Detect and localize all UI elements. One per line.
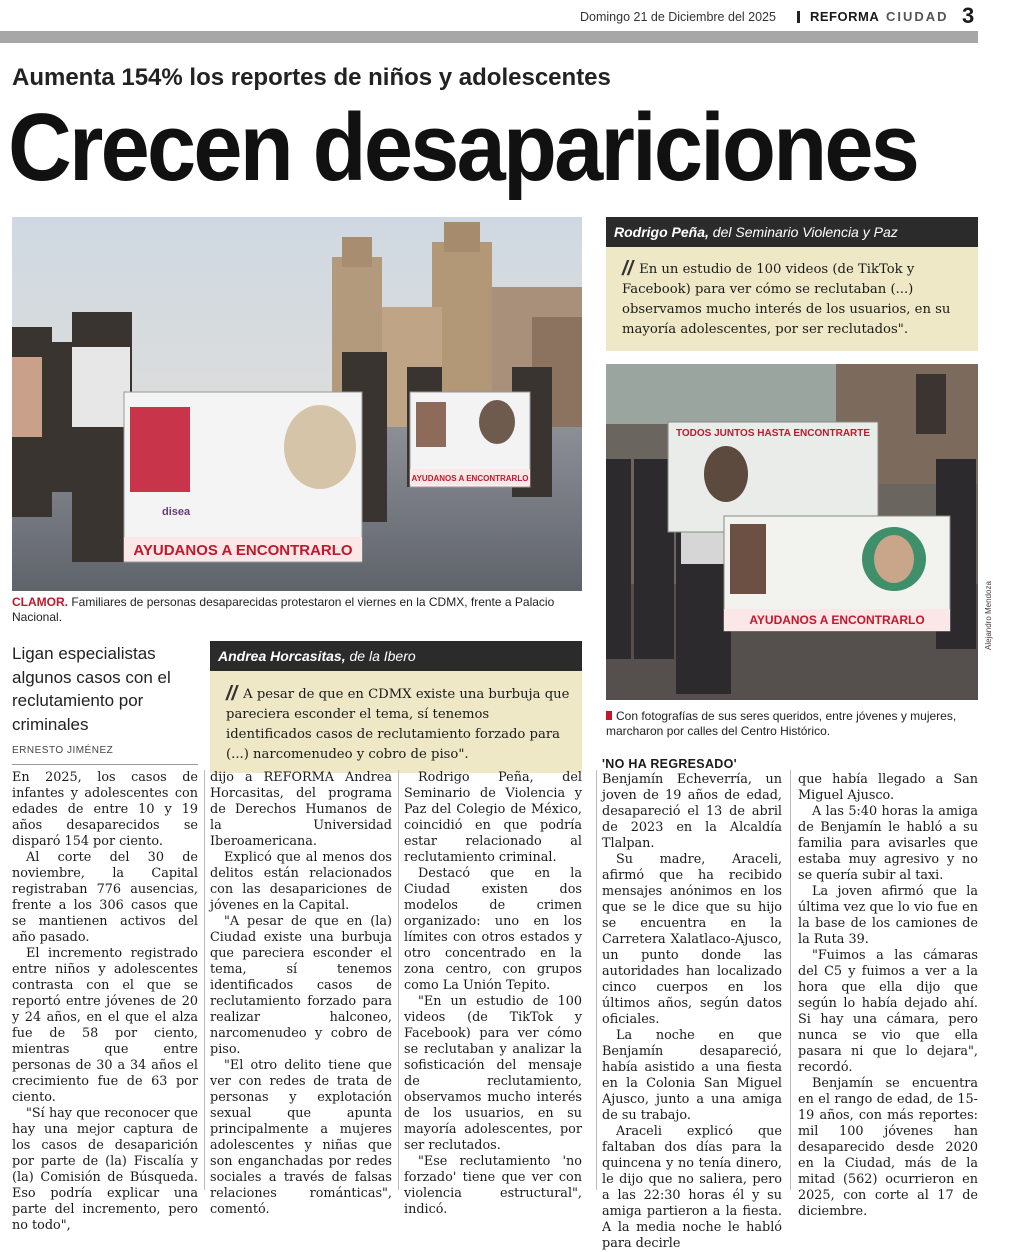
quote-box-horcasitas (210, 641, 582, 773)
page-number: 3 (962, 3, 975, 28)
paragraph: Explicó que al menos dos delitos están relacionados con las desapariciones de jóvenes en la Capital. (210, 850, 392, 913)
caption-text: Familiares de personas desaparecidas protestaron el viernes en la CDMX, frente a Palacio Nacional. (12, 595, 555, 624)
column-divider (790, 770, 791, 1190)
newspaper-brand: REFORMA (810, 9, 880, 24)
paragraph: En 2025, los casos de infantes y adolescentes con edades de entre 10 y 19 años desaparecidos se disparó 154 por ciento. (12, 770, 198, 849)
section-name: CIUDAD (886, 9, 949, 24)
main-photo-caption (12, 595, 582, 625)
quote-mark-icon: // (622, 258, 634, 280)
column-divider (204, 770, 205, 1190)
column-divider (398, 770, 399, 1190)
paragraph: Benjamín se encuentra en el rango de edad, de 15-19 años, con más reportes: mil 100 jóvenes han desaparecido desde 2020 en la Ciudad, más de la mitad (562) ocurrieron en 2025, con corte al 17 de diciembre. (798, 1076, 978, 1219)
body-column-1 (12, 770, 198, 1234)
quote-attribution (210, 641, 582, 671)
byline-rule (12, 764, 198, 765)
quote-name: Rodrigo Peña, (614, 224, 709, 240)
quote-attribution (606, 217, 978, 247)
caption-lead: CLAMOR. (12, 595, 68, 609)
main-banner-brand: disea (162, 506, 191, 518)
paragraph: Su madre, Araceli, afirmó que ha recibido mensajes anónimos en los que se le dice que su hijo se encuentra en la Carretera Xalatlaco-Ajusco, un punto donde las autoridades han localizado cinco cuerpos en los últimos años, según datos oficiales. (602, 852, 782, 1027)
paragraph: dijo a REFORMA Andrea Horcasitas, del programa de Derechos Humanos de la Universidad Iberoamericana. (210, 770, 392, 849)
march-banner-bottom-text: AYUDANOS A ENCONTRARLO (749, 613, 925, 627)
march-banner-top-text: TODOS JUNTOS HASTA ENCONTRARTE (675, 428, 871, 439)
march-photo-caption (606, 709, 978, 739)
paragraph: "En un estudio de 100 videos (de TikTok y Facebook) para ver cómo se reclutaban y analizar la sofisticación del mensaje de reclutamiento, observamos mucho interés de los usuarios, en su mayoría adolescentes, por ser reclutados. (404, 994, 582, 1153)
main-banner-1-text: AYUDANOS A ENCONTRARLO (133, 542, 353, 559)
march-caption-text: Con fotografías de sus seres queridos, entre jóvenes y mujeres, marcharon por calles del Centro Histórico. (606, 709, 957, 738)
caption-marker-icon (606, 711, 612, 720)
paragraph: que había llegado a San Miguel Ajusco. (798, 772, 978, 803)
edition-date: Domingo 21 de Diciembre del 2025 (580, 10, 776, 24)
separator-bar (797, 11, 800, 23)
column-divider (596, 770, 597, 1190)
header-rule (0, 31, 978, 43)
body-column-2 (210, 770, 392, 1218)
headline: Crecen desapariciones (8, 94, 918, 201)
section-subhead: 'NO HA REGRESADO' (602, 757, 737, 771)
photo-credit: Alejandro Mendoza (984, 581, 993, 650)
body-column-5 (798, 772, 978, 1220)
paragraph: Al corte del 30 de noviembre, la Capital registraban 776 ausencias, frente a los 306 casos que se mantienen activos del año pasado. (12, 850, 198, 945)
paragraph: "Ese reclutamiento 'no forzado' tiene que ver con violencia estructural", indicó. (404, 1154, 582, 1217)
paragraph: A las 5:40 horas la amiga de Benjamín le habló a su familia para avisarles que estaba muy agresivo y no se quería subir al taxi. (798, 804, 978, 883)
paragraph: "Sí hay que reconocer que hay una mejor captura de los casos de desaparición por parte de (la) Fiscalía y (la) Comisión de Búsqueda. Eso podría explicar una parte del incremento, pero no todo", (12, 1106, 198, 1233)
paragraph: Benjamín Echeverría, un joven de 19 años de edad, desapareció el 13 de abril de 2023 en la Alcaldía Tlalpan. (602, 772, 782, 851)
paragraph: La joven afirmó que la última vez que lo vio fue en la base de los camiones de la Ruta 39. (798, 884, 978, 947)
paragraph: Destacó que en la Ciudad existen dos modelos de crimen organizado: uno en los límites con otros estados y otro concentrado en la zona centro, con grupos como La Unión Tepito. (404, 866, 582, 993)
paragraph: Rodrigo Peña, del Seminario de Violencia y Paz del Colegio de México, coincidió en que podría estar relacionado al reclutamiento criminal. (404, 770, 582, 865)
quote-mark-icon: // (226, 683, 238, 705)
quote-text: A pesar de que en CDMX existe una burbuja que pareciera esconder el tema, sí tenemos identificados casos de reclutamiento forzado para (...) narcomenudeo y cobro de piso". (226, 687, 570, 762)
paragraph: "A pesar de que en (la) Ciudad existe una burbuja que pareciera esconder el tema, sí tenemos identificados casos de reclutamiento forzado para realizar halconeo, narcomenudeo y cobro de piso. (210, 914, 392, 1057)
paragraph: "El otro delito tiene que ver con redes de trata de personas y explotación sexual que apunta principalmente a mujeres adolescentes y niñas que son enganchadas por redes sociales a través de falsas relaciones románticas", comentó. (210, 1058, 392, 1217)
march-photo (606, 364, 978, 700)
body-column-4 (602, 756, 782, 1252)
body-column-3 (404, 770, 582, 1218)
subheadline: Ligan especialistas algunos casos con el reclutamiento por criminales (12, 644, 171, 734)
kicker: Aumenta 154% los reportes de niños y adolescentes (12, 64, 611, 91)
quote-affiliation: del Seminario Violencia y Paz (708, 224, 898, 240)
byline: ERNESTO JIMÉNEZ (12, 745, 114, 756)
paragraph: El incremento registrado entre niños y adolescentes contrasta con el que se reportó entre jóvenes de 20 y 24 años, en el que el alza fue de 58 por ciento, mientras que entre personas de 30 a 34 años el crecimiento fue de 63 por ciento. (12, 946, 198, 1105)
quote-name: Andrea Horcasitas, (218, 648, 346, 664)
paragraph: "Fuimos a las cámaras del C5 y fuimos a ver a la hora que ella dijo que según lo había dejado ahí. Si hay una cámara, pero nunca se vio que ella pasara ni que lo dejara", recordó. (798, 948, 978, 1075)
quote-body (606, 247, 978, 351)
paragraph: Araceli explicó que faltaban dos días para la quincena y no tenía dinero, le dijo que no saliera, pero a las 22:30 horas él y su amiga partieron a la fiesta. A la media noche le habló para decirle (602, 1124, 782, 1251)
quote-affiliation: de la Ibero (345, 648, 416, 664)
quote-box-pena (606, 217, 978, 351)
main-banner-2-text: AYUDANOS A ENCONTRARLO (411, 474, 529, 483)
masthead (0, 0, 1010, 30)
quote-body (210, 671, 582, 773)
main-photo (12, 217, 582, 591)
quote-text: En un estudio de 100 videos (de TikTok y Facebook) para ver cómo se reclutaban (...) observamos mucho interés de los usuarios, en su mayoría adolescentes, por ser reclutados". (622, 262, 951, 337)
paragraph: La noche en que Benjamín desapareció, había asistido a una fiesta en la Colonia San Miguel Ajusco, junto a una amiga de su trabajo. (602, 1028, 782, 1123)
